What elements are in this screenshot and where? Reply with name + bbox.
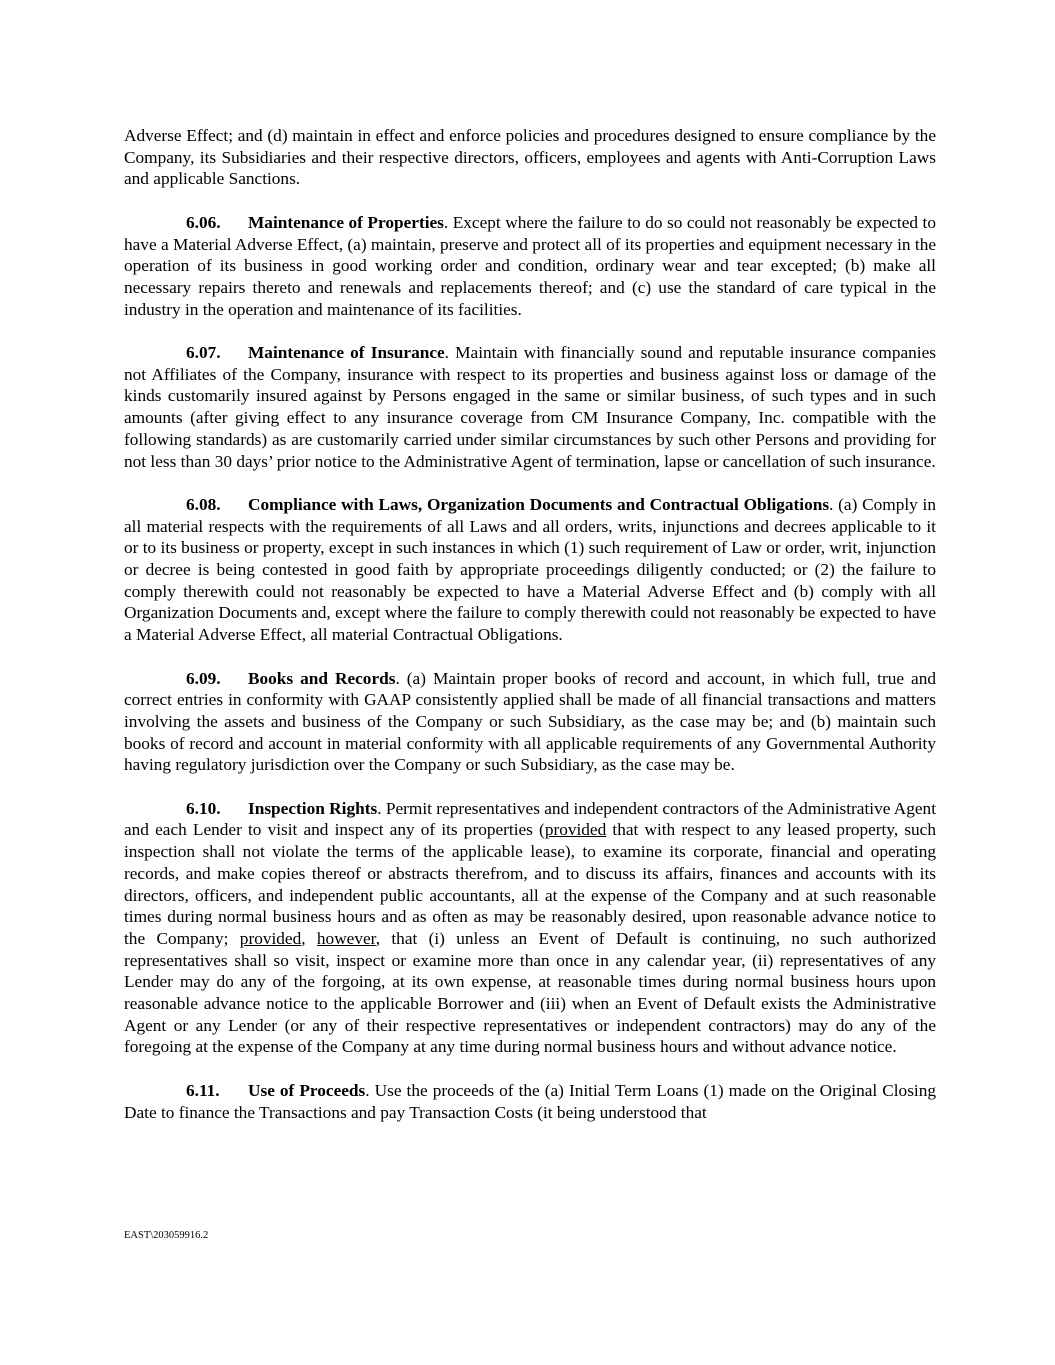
section-body-part: that with respect to any leased property, such inspection shall not violate the terms of the applicable lease), to examine its corporate, financial and operating records, and make copies thereof or abstracts therefrom, and to discuss its affairs, finances and accounts with its directors, officers, and independent public accountants, all at the expense of the Company and at such reasonable times during normal business hours and as often as may be reasonably desired, upon reasonable advance notice to the Company; (124, 820, 936, 948)
section-6-08 (124, 494, 936, 646)
section-heading: Maintenance of Properties (248, 212, 444, 232)
section-heading: Maintenance of Insurance (248, 343, 445, 362)
section-6-07 (124, 342, 936, 472)
section-heading: Books and Records (248, 668, 396, 688)
section-number: 6.11. (186, 1080, 220, 1100)
section-heading: Use of Proceeds (248, 1080, 366, 1100)
section-body: . Maintain with financially sound and reputable insurance companies not Affiliates of the Company, insurance with respect to its properties and business against loss or damage of the kinds customarily insured against by Persons engaged in the same or similar business, of such types and in such amounts (after giving effect to any insurance coverage from CM Insurance Company, Inc. compatible with the following standards) as are customarily carried under similar circumstances by such other Persons and providing for not less than 30 days’ prior notice to the Administrative Agent of termination, lapse or cancellation of such insurance. (124, 343, 936, 471)
section-heading: Inspection Rights (248, 798, 378, 818)
document-id-footer: EAST\203059916.2 (124, 1230, 209, 1241)
section-number: 6.08. (186, 494, 221, 514)
continuation-paragraph: Adverse Effect; and (d) maintain in effect and enforce policies and procedures designed to ensure compliance by the Company, its Subsidiaries and their respective directors, officers, employees and agents with Anti-Corruption Laws and applicable Sanctions. (124, 126, 936, 189)
document-page (124, 125, 936, 1123)
section-6-10 (124, 798, 936, 1058)
section-body-part: . Permit representatives and independent contractors of the Administrative Agent and each Lender to visit and inspect any of its properties ( (124, 798, 937, 840)
section-number: 6.07. (186, 343, 221, 362)
section-heading: Compliance with Laws, Organization Documents and Contractual Obligations (248, 494, 830, 514)
section-number: 6.06. (186, 212, 221, 232)
provided-term: provided (544, 820, 607, 840)
section-number: 6.09. (186, 668, 221, 688)
section-number: 6.10. (186, 798, 221, 818)
separator-comma: , (301, 928, 317, 948)
section-6-11 (124, 1080, 936, 1123)
however-term: however (316, 928, 376, 948)
section-body: . Except where the failure to do so could not reasonably be expected to have a Material Adverse Effect, (a) maintain, preserve and protect all of its properties and equipment necessary in the operation of its business in good working order and condition, ordinary wear and tear excepted; (b) make all necessary repairs thereto and renewals and replacements thereof; and (c) use the standard of care typical in the industry in the operation and maintenance of its facilities. (124, 212, 936, 319)
section-body-part: , that (i) unless an Event of Default is continuing, no such authorized representatives shall so visit, inspect or examine more than once in any calendar year, (ii) representatives of any Lender may do any of the forgoing, at its own expense, at reasonable times during normal business hours upon reasonable advance notice to the applicable Borrower and (iii) when an Event of Default exists the Administrative Agent or any Lender (or any of their respective representatives or independent contractors) may do any of the foregoing at the expense of the Company at any time during normal business hours and without advance notice. (124, 928, 936, 1057)
section-body: . (a) Comply in all material respects with the requirements of all Laws and all orders, writs, injunctions and decrees applicable to it or to its business or property, except in such instances in which (1) such requirement of Law or order, writ, injunction or decree is being contested in good faith by appropriate proceedings diligently conducted; or (2) the failure to comply therewith could not reasonably be expected to have a Material Adverse Effect and (b) comply with all Organization Documents and, except where the failure to comply therewith could not reasonably be expected to have a Material Adverse Effect, all material Contractual Obligations. (124, 494, 936, 645)
provided-term: provided (239, 928, 302, 948)
section-body: . (a) Maintain proper books of record and account, in which full, true and correct entries in conformity with GAAP consistently applied shall be made of all financial transactions and matters involving the assets and business of the Company or such Subsidiary, as the case may be; and (b) maintain such books of record and account in material conformity with all applicable requirements of any Governmental Authority having regulatory jurisdiction over the Company or such Subsidiary, as the case may be. (124, 668, 936, 775)
section-6-06 (124, 212, 936, 321)
section-6-09 (124, 668, 936, 777)
section-body: . Use the proceeds of the (a) Initial Term Loans (1) made on the Original Closing Date to finance the Transactions and pay Transaction Costs (it being understood that (124, 1080, 936, 1122)
